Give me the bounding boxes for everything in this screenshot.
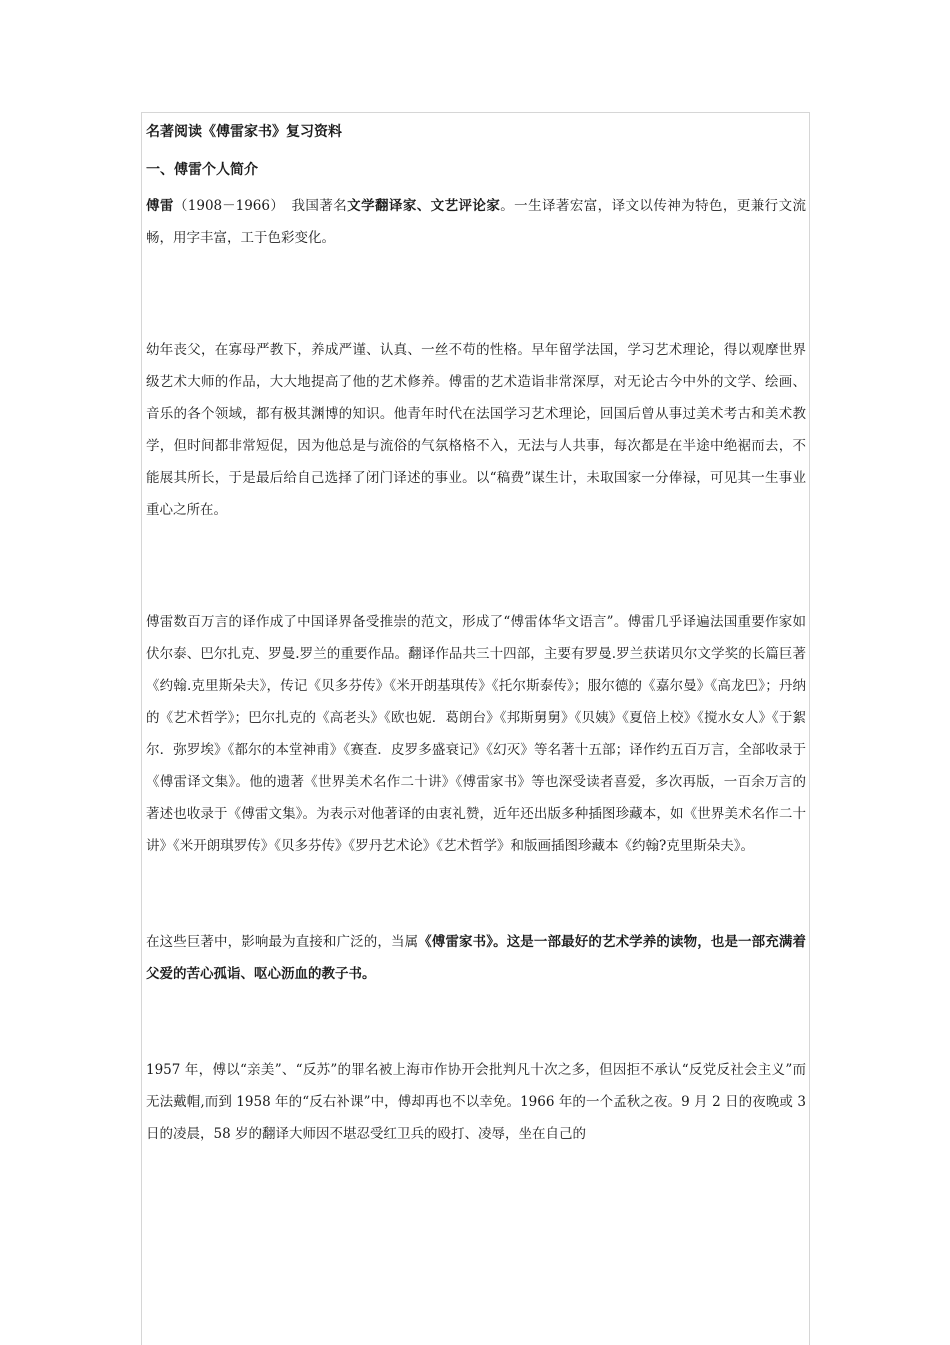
persecution-paragraph: 1957 年，傅以“亲美”、“反苏”的罪名被上海市作协开会批判凡十次之多，但因拒不承认“反党反社会主义”而无法戴帽,而到 1958 年的“反右补课”中，傅却再也不以幸免。1966 年的一个孟秋之夜。9 月 2 日的夜晚或 3 日的凌晨，58 岁的翻译大师因不堪忍受红卫兵的殴打、凌辱，坐在自己的 [146,1062,806,1142]
author-name: 傅雷 [146,198,174,214]
author-years: （1908－1966） [173,198,278,214]
family-letters-intro: 在这些巨著中，影响最为直接和广泛的，当属 [146,934,419,950]
document-title: 名著阅读《傅雷家书》复习资料 [146,124,342,140]
translations-paragraph: 傅雷数百万言的译作成了中国译界备受推崇的范文，形成了“傅雷体华文语言”。傅雷几乎译遍法国重要作家如伏尔泰、巴尔扎克、罗曼.罗兰的重要作品。翻译作品共三十四部，主要有罗曼.罗兰获诺贝尔文学奖的长篇巨著《约翰.克里斯朵夫》，传记《贝多芬传》《米开朗基琪传》《托尔斯泰传》；服尔德的《嘉尔曼》《高龙巴》；丹纳的《艺术哲学》；巴尔扎克的《高老头》《欧也妮．葛朗台》《邦斯舅舅》《贝姨》《夏倍上校》《搅水女人》《于絮尔．弥罗埃》《都尔的本堂神甫》《赛查．皮罗多盛衰记》《幻灭》等名著十五部；译作约五百万言，全部收录于《傅雷译文集》。他的遗著《世界美术名作二十讲》《傅雷家书》等也深受读者喜爱，多次再版，一百余万言的著述也收录于《傅雷文集》。为表示对他著译的由衷礼赞，近年还出版多种插图珍藏本，如《世界美术名作二十讲》《米开朗琪罗传》《贝多芬传》《罗丹艺术论》《艺术哲学》和版画插图珍藏本《约翰?克里斯朵夫》。 [146,614,806,854]
early-life-paragraph: 幼年丧父，在寡母严教下，养成严谨、认真、一丝不苟的性格。早年留学法国，学习艺术理论，得以观摩世界级艺术大师的作品，大大地提高了他的艺术修养。傅雷的艺术造诣非常深厚，对无论古今中外的文学、绘画、音乐的各个领域，都有极其渊博的知识。他青年时代在法国学习艺术理论，回国后曾从事过美术考古和美术教学，但时间都非常短促，因为他总是与流俗的气氛格格不入，无法与人共事，每次都是在半途中绝裾而去，不能展其所长，于是最后给自己选择了闭门译述的事业。以“稿费”谋生计，未取国家一分俸禄，可见其一生事业重心之所在。 [146,342,806,518]
spacer [146,990,806,1054]
family-letters-paragraph [146,926,806,990]
section-heading-biography: 一、傅雷个人简介 [146,162,258,178]
intro-paragraph [146,190,806,254]
spacer [146,526,806,606]
family-letters-highlight: 《傅雷家书》。这是一部最好的艺术学养的读物，也是一部充满着父爱的苦心孤诣、呕心沥血的教子书。 [146,934,806,982]
intro-rest-text: 。一生译著宏富，译文以传神为特色，更兼行文流畅，用字丰富，工于色彩变化。 [146,198,807,246]
spacer [146,254,806,334]
spacer [146,862,806,926]
document-body [146,116,806,1150]
intro-pre-text: 我国著名 [291,198,348,214]
author-roles: 文学翻译家、文艺评论家 [347,198,501,214]
